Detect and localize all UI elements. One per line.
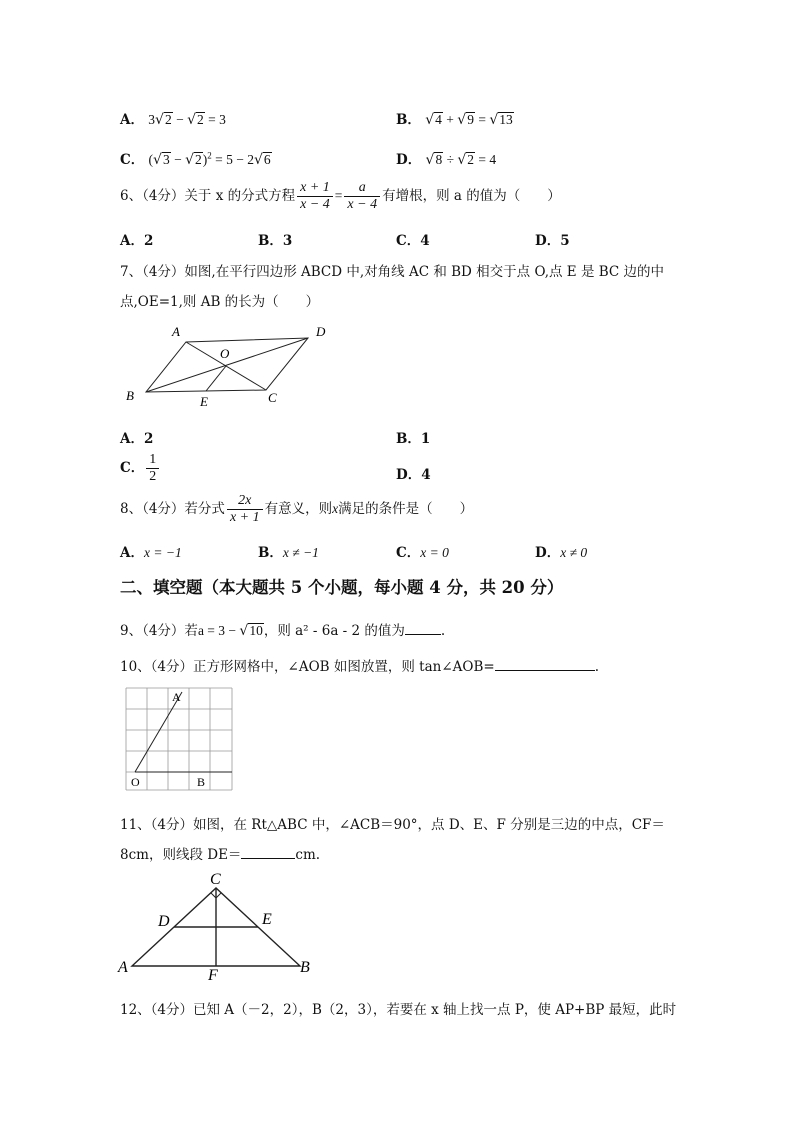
radicand: 2 <box>164 112 172 127</box>
exponent: 2 <box>207 150 212 161</box>
denominator: 2 <box>149 469 157 485</box>
q8-stem <box>120 493 473 526</box>
q11-text-a: 8cm，则线段 DE＝ <box>120 847 242 863</box>
paren: ( <box>148 152 154 167</box>
radicand: 2 <box>467 152 475 167</box>
ray-oa <box>135 692 182 772</box>
option-label: D． <box>535 233 561 249</box>
q6-option-d <box>535 229 570 249</box>
label-b: B <box>126 388 134 403</box>
option-value: x = −1 <box>143 545 182 560</box>
q8-option-d <box>535 541 587 561</box>
option-label: A． <box>120 112 144 128</box>
operator: + <box>442 112 458 127</box>
answer-blank[interactable] <box>495 658 595 671</box>
denominator: x − 4 <box>300 197 330 213</box>
q8-prefix: 8、（4分）若分式 <box>120 501 225 518</box>
q11-stem-line1: 11、（4分）如图，在 Rt△ABC 中，∠ACB＝90°，点 D、E、F 分别是三边的中点，CF＝ <box>120 817 665 833</box>
sqrt-icon: √ <box>457 152 467 168</box>
q7-parallelogram-figure <box>120 318 340 410</box>
q11-text-b: cm. <box>295 847 321 863</box>
option-label: B． <box>258 545 283 561</box>
label-d: D <box>158 913 170 930</box>
label-f: F <box>208 967 218 982</box>
sqrt-icon: √ <box>489 112 499 128</box>
option-value: 3 <box>282 233 293 249</box>
q8-suffix-a: 有意义，则 <box>264 501 333 518</box>
option-label: A． <box>120 233 144 249</box>
option-label: B． <box>396 431 421 447</box>
radicand: 4 <box>435 112 442 127</box>
label-e: E <box>262 911 272 928</box>
option-value: 2 <box>143 233 154 249</box>
option-value: 5 <box>560 233 570 249</box>
q6-fraction-2 <box>344 180 380 213</box>
q6-stem <box>120 180 561 213</box>
q12-stem: 12、（4分）已知 A（－2，2），B（2，3），若要在 x 轴上找一点 P，使 AP+BP 最短，此时 <box>120 1002 677 1018</box>
label-b: B <box>300 959 310 976</box>
sqrt-icon: √ <box>239 623 249 639</box>
option-a-coef: 3 <box>148 112 156 127</box>
q11-triangle-figure <box>116 866 320 982</box>
label-a: A <box>172 324 180 339</box>
operator: − <box>170 152 186 167</box>
label-d: D <box>316 324 326 339</box>
option-value: 1 <box>420 431 431 447</box>
label-c: C <box>268 390 277 405</box>
answer-blank[interactable] <box>241 846 295 859</box>
option-value: 4 <box>420 233 430 249</box>
q7-stem-line2: 点,OE=1,则 AB 的长为（ ） <box>120 294 320 310</box>
numerator: x + 1 <box>297 180 333 197</box>
grid-label-b: B <box>197 775 206 789</box>
numerator: a <box>344 180 380 197</box>
q6-suffix: 有增根，则 a 的值为（ ） <box>382 188 561 205</box>
q7-option-d <box>396 463 431 483</box>
option-label: A． <box>120 431 144 447</box>
operator: ÷ <box>443 152 458 167</box>
q8-fraction <box>227 493 263 526</box>
option-label: C． <box>396 545 421 561</box>
q11-stem-line2 <box>120 843 320 863</box>
sqrt-icon: √ <box>153 152 162 168</box>
label-o: O <box>220 346 230 361</box>
label-a: A <box>118 959 128 976</box>
option-c-fraction <box>146 452 159 485</box>
grid-label-o: O <box>131 775 140 789</box>
option-label: D． <box>535 545 561 561</box>
sqrt-icon: √ <box>425 152 435 168</box>
q5-option-b <box>396 108 514 128</box>
q10-grid-figure <box>122 686 238 794</box>
rhs: = 4 <box>475 152 497 167</box>
option-value: 2 <box>143 431 154 447</box>
numerator: 1 <box>146 452 159 469</box>
q10-end: . <box>594 659 599 675</box>
radicand: 13 <box>499 112 513 127</box>
radicand: 2 <box>197 112 204 127</box>
radicand: 6 <box>263 152 271 167</box>
sqrt-icon: √ <box>155 112 164 128</box>
q9-expression: a = 3 − <box>197 623 240 638</box>
option-label: B． <box>396 112 421 128</box>
q6-option-a <box>120 229 153 249</box>
label-c: C <box>210 871 221 888</box>
section-heading: 二、填空题（本大题共 5 个小题，每小题 4 分，共 20 分） <box>120 578 564 597</box>
option-label: D． <box>396 467 422 483</box>
option-label: C． <box>120 152 145 168</box>
sqrt-icon: √ <box>457 112 467 128</box>
q8-variable: x <box>332 501 339 517</box>
option-value: x = 0 <box>420 545 449 560</box>
option-value: x ≠ −1 <box>282 545 319 560</box>
q10-stem <box>120 655 599 675</box>
q7-option-a <box>120 427 153 447</box>
q8-option-b <box>258 541 319 561</box>
answer-blank[interactable] <box>405 622 441 635</box>
q5-option-c <box>120 148 272 168</box>
q5-option-d <box>396 148 496 168</box>
q9-prefix: 9、（4分）若 <box>120 623 198 639</box>
q9-stem <box>120 619 445 639</box>
denominator: x + 1 <box>229 510 260 526</box>
option-label: C． <box>396 233 421 249</box>
radicand: 9 <box>467 112 474 127</box>
option-label: B． <box>258 233 283 249</box>
q7-stem-line1: 7、（4分）如图,在平行四边形 ABCD 中,对角线 AC 和 BD 相交于点 O,点 E 是 BC 边的中 <box>120 264 665 280</box>
q8-suffix-b: 满足的条件是（ ） <box>338 501 474 518</box>
rhs: = 5 − 2 <box>211 152 254 167</box>
radicand: 10 <box>249 623 263 638</box>
grid-label-a: A <box>172 690 181 704</box>
sqrt-icon: √ <box>254 152 263 168</box>
sqrt-icon: √ <box>425 112 435 128</box>
radicand: 8 <box>435 152 443 167</box>
q6-fraction-1 <box>297 180 333 213</box>
q9-end: . <box>440 623 446 639</box>
segment-oe <box>206 366 226 391</box>
q5-option-a <box>120 108 226 128</box>
sqrt-icon: √ <box>187 112 196 128</box>
radicand: 3 <box>162 152 170 167</box>
paren: ) <box>202 152 208 167</box>
radicand: 2 <box>195 152 202 167</box>
rhs: = 3 <box>204 112 226 127</box>
denominator: x − 4 <box>347 197 378 213</box>
option-label: D． <box>396 152 422 168</box>
q8-option-c <box>396 541 449 561</box>
q6-prefix: 6、（4分）关于 x 的分式方程 <box>120 188 296 205</box>
option-value: x ≠ 0 <box>560 545 588 560</box>
q6-option-b <box>258 229 292 249</box>
numerator: 2x <box>227 493 263 510</box>
label-e: E <box>200 394 208 409</box>
option-value: 4 <box>421 467 431 483</box>
q8-option-a <box>120 541 182 561</box>
operator: − <box>172 112 188 127</box>
q10-text: 10、（4分）正方形网格中，∠AOB 如图放置，则 tan∠AOB= <box>120 659 495 675</box>
equals-sign: = <box>334 188 343 204</box>
sqrt-icon: √ <box>185 152 195 168</box>
q9-mid: ，则 a² - 6a - 2 的值为 <box>263 623 405 639</box>
option-label: C． <box>120 460 145 477</box>
operator: = <box>474 112 490 127</box>
q7-option-c <box>120 452 161 485</box>
q7-option-b <box>396 427 430 447</box>
option-label: A． <box>120 545 144 561</box>
q6-option-c <box>396 229 430 249</box>
